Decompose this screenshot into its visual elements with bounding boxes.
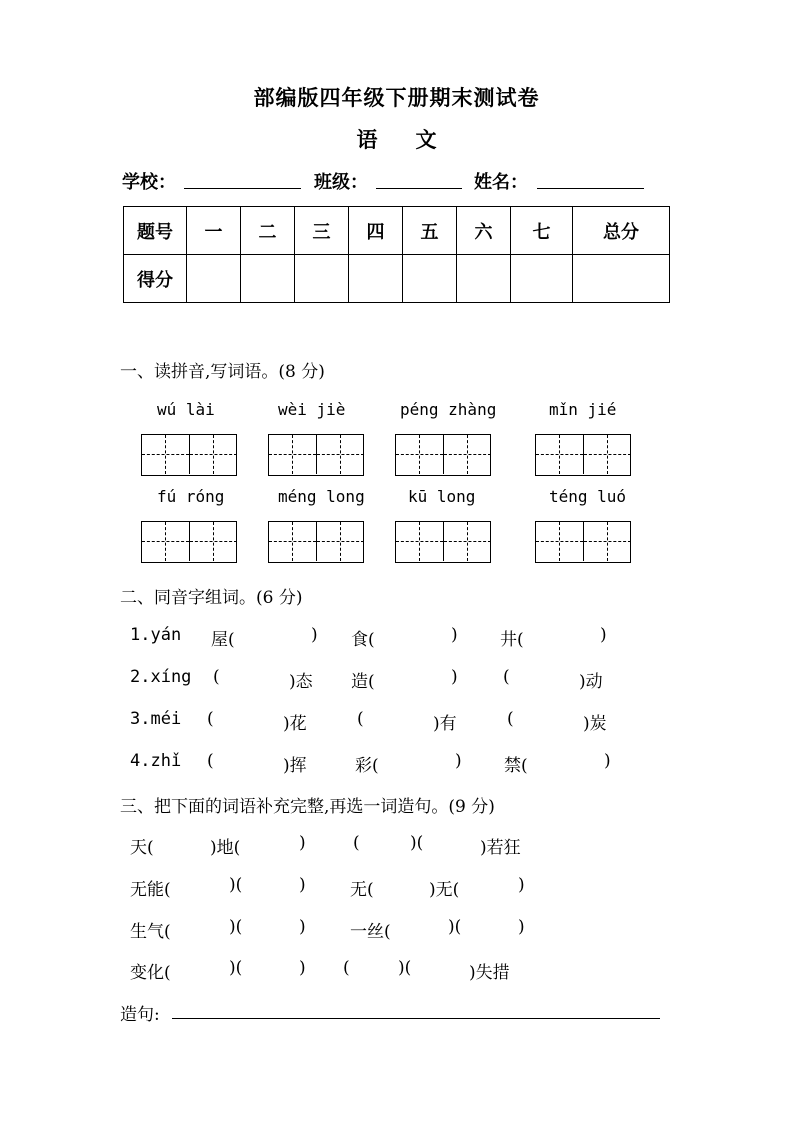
blank-suffix: )挥 — [283, 756, 307, 776]
score-cell[interactable] — [573, 255, 670, 303]
pinyin-label: méng long — [278, 487, 365, 506]
table-header-cell: 六 — [457, 207, 511, 255]
homophone-pinyin: 3.méi — [130, 709, 182, 729]
writing-grid[interactable] — [268, 521, 364, 563]
table-header-cell: 五 — [403, 207, 457, 255]
grid-cell[interactable] — [444, 522, 491, 561]
blank-suffix: )有 — [433, 714, 457, 734]
idiom-part: ( — [343, 958, 350, 978]
idiom-part: )( — [229, 958, 243, 978]
blank-prefix: 屋( — [211, 630, 235, 650]
blank-prefix: 彩( — [355, 756, 379, 776]
table-header-cell: 四 — [349, 207, 403, 255]
homophone-pinyin: 4.zhǐ — [130, 751, 182, 771]
pinyin-label: péng zhàng — [400, 400, 497, 419]
idiom-part: ) — [299, 833, 306, 853]
pinyin-label: mǐn jié — [549, 400, 617, 419]
idiom-part: )( — [448, 917, 462, 937]
score-cell[interactable] — [349, 255, 403, 303]
subject-char-1: 语 — [356, 127, 378, 152]
grid-cell[interactable] — [317, 435, 364, 474]
blank-prefix: 井( — [500, 630, 524, 650]
class-label: 班级： — [314, 172, 368, 193]
writing-grid[interactable] — [535, 434, 631, 476]
blank-prefix: 食( — [351, 630, 375, 650]
table-header-cell: 七 — [511, 207, 573, 255]
idiom-part: ) — [518, 875, 525, 895]
writing-grid[interactable] — [141, 521, 237, 563]
pinyin-label: wú lài — [157, 400, 215, 419]
idiom-part: ( — [353, 833, 360, 853]
idiom-part: ) — [518, 917, 525, 937]
section1-heading: 一、读拼音,写词语。(8 分) — [120, 362, 325, 382]
grid-cell[interactable] — [142, 522, 190, 561]
writing-grid[interactable] — [395, 434, 491, 476]
subject-title — [0, 124, 793, 154]
blank-prefix: ( — [507, 709, 514, 729]
score-cell[interactable] — [403, 255, 457, 303]
pinyin-label: téng luó — [549, 487, 627, 506]
subject-char-2: 文 — [415, 127, 437, 152]
blank-suffix: )动 — [579, 672, 603, 692]
blank-suffix: )炭 — [583, 714, 607, 734]
grid-cell[interactable] — [269, 522, 317, 561]
idiom-part: )( — [229, 917, 243, 937]
homophone-pinyin: 2.xíng — [130, 667, 192, 687]
writing-grid[interactable] — [268, 434, 364, 476]
idiom-part: )( — [410, 833, 424, 853]
idiom-part: ) — [299, 875, 306, 895]
sentence-label: 造句: — [120, 1005, 160, 1025]
grid-cell[interactable] — [536, 522, 584, 561]
grid-cell[interactable] — [536, 435, 584, 474]
grid-cell[interactable] — [190, 522, 237, 561]
pinyin-label: fú róng — [157, 487, 225, 506]
writing-grid[interactable] — [395, 521, 491, 563]
table-header-cell: 三 — [295, 207, 349, 255]
class-blank[interactable] — [376, 168, 462, 189]
blank-prefix: ( — [207, 709, 214, 729]
idiom-part: )( — [229, 875, 243, 895]
name-label: 姓名： — [474, 172, 528, 193]
table-header-cell: 总分 — [573, 207, 670, 255]
blank-suffix: ) — [451, 667, 458, 687]
grid-cell[interactable] — [269, 435, 317, 474]
score-table-score-row — [124, 255, 670, 303]
grid-cell[interactable] — [190, 435, 237, 474]
blank-suffix: ) — [600, 625, 607, 645]
blank-prefix: 禁( — [504, 756, 528, 776]
score-cell[interactable] — [295, 255, 349, 303]
blank-suffix: ) — [455, 751, 462, 771]
blank-suffix: )态 — [289, 672, 313, 692]
score-table — [123, 206, 670, 303]
idiom-part: )( — [398, 958, 412, 978]
idiom-part: 无能( — [130, 880, 171, 900]
idiom-part: 变化( — [130, 963, 171, 983]
blank-suffix: )花 — [283, 714, 307, 734]
grid-cell[interactable] — [396, 435, 444, 474]
sentence-blank[interactable] — [172, 998, 660, 1019]
idiom-part: 天( — [130, 838, 154, 858]
blank-suffix: ) — [604, 751, 611, 771]
idiom-part: ) — [299, 958, 306, 978]
score-cell[interactable] — [241, 255, 295, 303]
pinyin-label: wèi jiè — [278, 400, 346, 419]
writing-grid[interactable] — [535, 521, 631, 563]
name-blank[interactable] — [537, 168, 644, 189]
blank-prefix: ( — [357, 709, 364, 729]
blank-suffix: ) — [451, 625, 458, 645]
table-header-cell: 题号 — [124, 207, 187, 255]
blank-prefix: 造( — [351, 672, 375, 692]
school-label: 学校： — [122, 172, 176, 193]
blank-prefix: ( — [503, 667, 510, 687]
idiom-part: 生气( — [130, 922, 171, 942]
section3-heading: 三、把下面的词语补充完整,再选一词造句。(9 分) — [120, 797, 495, 817]
score-cell[interactable] — [511, 255, 573, 303]
grid-cell[interactable] — [142, 435, 190, 474]
page-title: 部编版四年级下册期末测试卷 — [253, 85, 540, 110]
idiom-part: )地( — [210, 838, 241, 858]
table-header-cell: 二 — [241, 207, 295, 255]
pinyin-label: kū long — [408, 487, 476, 506]
idiom-part: )若狂 — [480, 838, 521, 858]
idiom-part: ) — [299, 917, 306, 937]
grid-cell[interactable] — [584, 522, 631, 561]
blank-suffix: ) — [311, 625, 318, 645]
blank-prefix: ( — [213, 667, 220, 687]
school-blank[interactable] — [184, 168, 301, 189]
table-header-cell: 一 — [187, 207, 241, 255]
idiom-part: )失措 — [469, 963, 510, 983]
writing-grid[interactable] — [141, 434, 237, 476]
score-table-header-row — [124, 207, 670, 255]
grid-cell[interactable] — [584, 435, 631, 474]
grid-cell[interactable] — [396, 522, 444, 561]
grid-cell[interactable] — [444, 435, 491, 474]
idiom-part: 一丝( — [350, 922, 391, 942]
homophone-pinyin: 1.yán — [130, 625, 182, 645]
idiom-part: 无( — [350, 880, 374, 900]
score-cell[interactable] — [187, 255, 241, 303]
score-cell[interactable] — [457, 255, 511, 303]
table-row-label: 得分 — [124, 255, 187, 303]
blank-prefix: ( — [207, 751, 214, 771]
idiom-part: )无( — [429, 880, 460, 900]
grid-cell[interactable] — [317, 522, 364, 561]
section2-heading: 二、同音字组词。(6 分) — [120, 588, 303, 608]
